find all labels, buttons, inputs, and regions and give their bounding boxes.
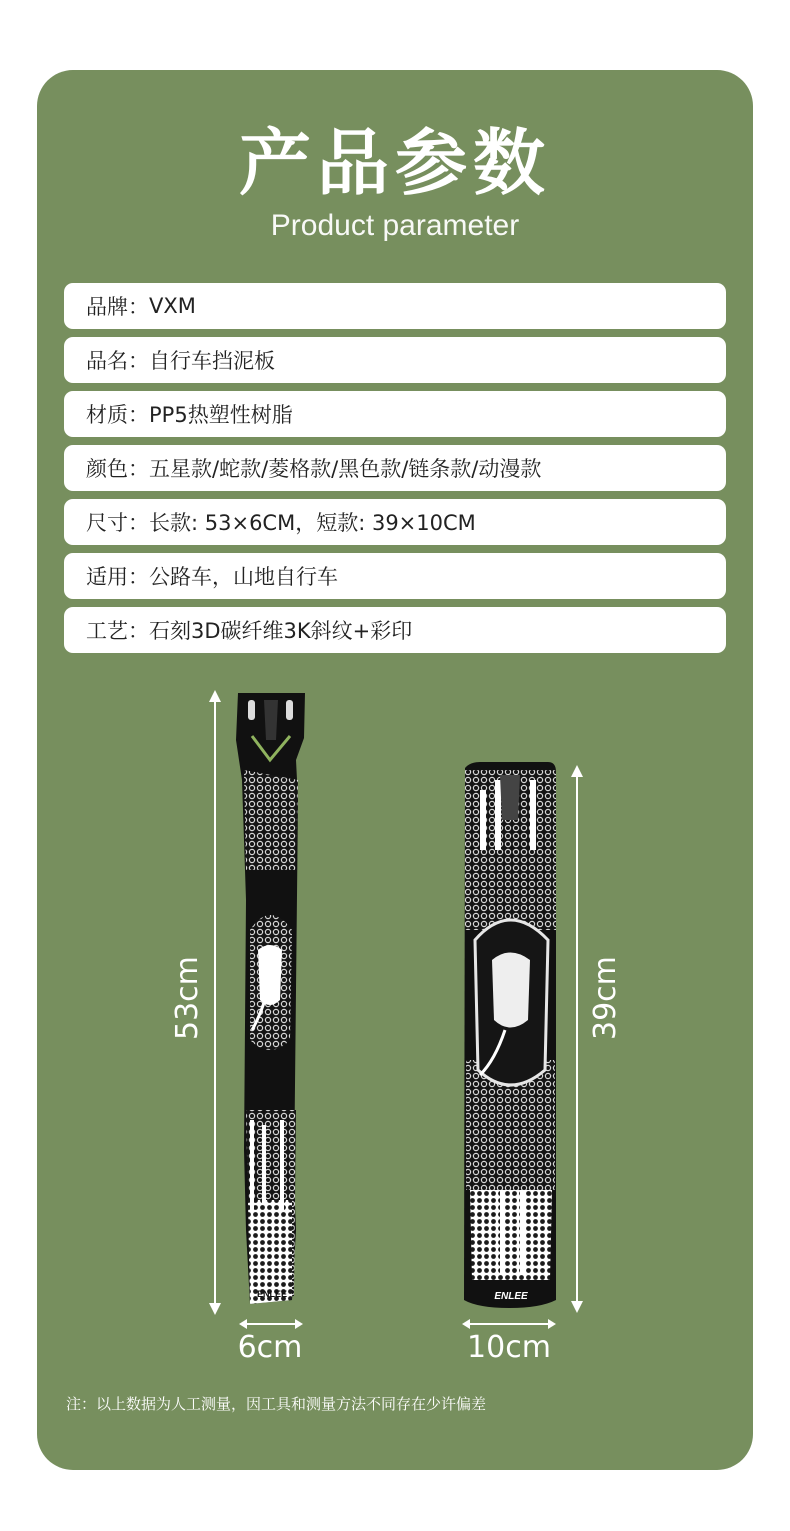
spec-label: 材质： [86, 403, 149, 427]
spec-value: PP5热塑性树脂 [149, 403, 293, 427]
short-fender-logo: ENLEE [494, 1291, 528, 1302]
short-width-label: 10cm [467, 1330, 551, 1365]
spec-label: 品名： [86, 349, 149, 373]
long-width-label: 6cm [237, 1330, 303, 1365]
spec-value: 长款: 53×6CM，短款: 39×10CM [149, 511, 476, 535]
long-fender-logo: ENLEE [256, 1289, 288, 1299]
long-height-label: 53cm [170, 956, 205, 1040]
measurement-note: 注：以上数据为人工测量，因工具和测量方法不同存在少许偏差 [66, 1395, 487, 1413]
short-fender-image [464, 762, 556, 1308]
spec-label: 品牌： [86, 295, 149, 319]
spec-label: 颜色： [86, 457, 149, 481]
spec-label: 尺寸： [86, 511, 149, 535]
spec-value: 公路车，山地自行车 [149, 565, 338, 589]
spec-value: VXM [149, 294, 196, 318]
long-width-arrow [239, 1319, 303, 1329]
spec-label: 适用： [86, 565, 149, 589]
long-height-arrow [209, 690, 221, 1315]
short-width-arrow [462, 1319, 556, 1329]
long-fender-image [236, 693, 305, 1304]
page-subtitle: Product parameter [270, 209, 520, 242]
short-height-label: 39cm [588, 956, 623, 1040]
page-title: 产品参数 [238, 121, 551, 205]
spec-value: 石刻3D碳纤维3K斜纹+彩印 [149, 619, 413, 643]
spec-value: 自行车挡泥板 [149, 349, 275, 373]
short-height-arrow [571, 765, 583, 1313]
spec-label: 工艺： [86, 619, 149, 643]
spec-value: 五星款/蛇款/菱格款/黑色款/链条款/动漫款 [149, 457, 542, 481]
